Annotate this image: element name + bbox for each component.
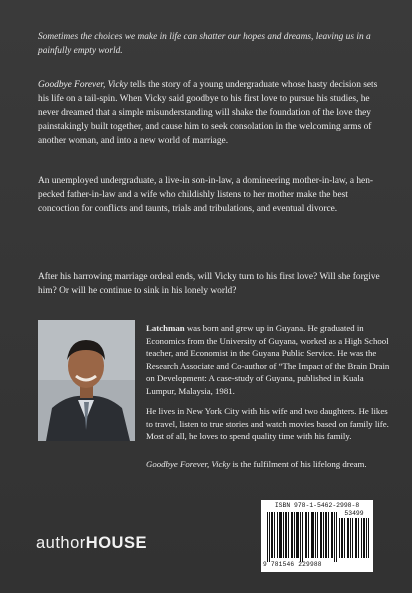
author-name: Latchman — [146, 323, 185, 333]
tagline: Sometimes the choices we make in life can shatter our hopes and dreams, leaving us in a painfully empty world. — [38, 32, 371, 56]
author-bio-3 — [146, 458, 394, 471]
price-code: 53499 — [344, 510, 364, 517]
isbn-text: ISBN 978-1-5462-2998-8 — [274, 502, 360, 509]
book-title-ref: Goodbye Forever, Vicky — [146, 459, 231, 469]
synopsis-paragraph-3: After his harrowing marriage ordeal ends, will Vicky turn to his first love? Will she forgive him? Or will he continue to sink in his lonely world? — [38, 272, 380, 296]
synopsis-text-1: tells the story of a young undergraduate whose hasty decision sets his life on a tail-spin. When Vicky said goodbye to his first love to pursue his studies, he never dreamed that a simple misunderstanding will shake the foundation of the love they painstakingly built together, and cause him to seek consolation in the welcoming arms of another woman, and into a new world of marriage. — [38, 80, 378, 146]
author-bio-2: He lives in New York City with his wife and two daughters. He likes to travel, listen to true stories and watch movies based on family life. Most of all, he loves to spend quality time with his family. — [146, 406, 389, 442]
author-bio-1 — [146, 322, 394, 398]
isbn-barcode — [261, 500, 373, 572]
book-title: Goodbye Forever, Vicky — [38, 80, 128, 90]
synopsis-paragraph-2: An unemployed undergraduate, a live-in son-in-law, a domineering mother-in-law, a hen-pecked father-in-law and a wife who childishly listens to her mother make the best concoction for conflicts and taunts, trials and tribulations, and eventual divorce. — [38, 176, 374, 214]
barcode-bars — [267, 512, 337, 562]
barcode-digits: 9 781546 229988 — [263, 561, 322, 568]
publisher-logo-heavy: HOUSE — [85, 534, 147, 552]
price-barcode-bars — [339, 518, 369, 558]
synopsis-paragraph-1 — [38, 78, 390, 148]
author-bio-1-text: was born and grew up in Guyana. He graduated in Economics from the University of Guyana, worked as a High School teacher, and Economist in the Guyana Public Service. He was the Research Associate and Co-author of “The Impact of the Brain Drain on Development: A case-study of Guyana, published in Kuala Lumpur, Malaysia, 1981. — [146, 323, 390, 396]
publisher-logo — [36, 534, 147, 553]
publisher-logo-light: author — [36, 534, 86, 552]
author-photo — [38, 320, 135, 441]
author-bio-3-text: is the fulfilment of his lifelong dream. — [230, 459, 367, 469]
